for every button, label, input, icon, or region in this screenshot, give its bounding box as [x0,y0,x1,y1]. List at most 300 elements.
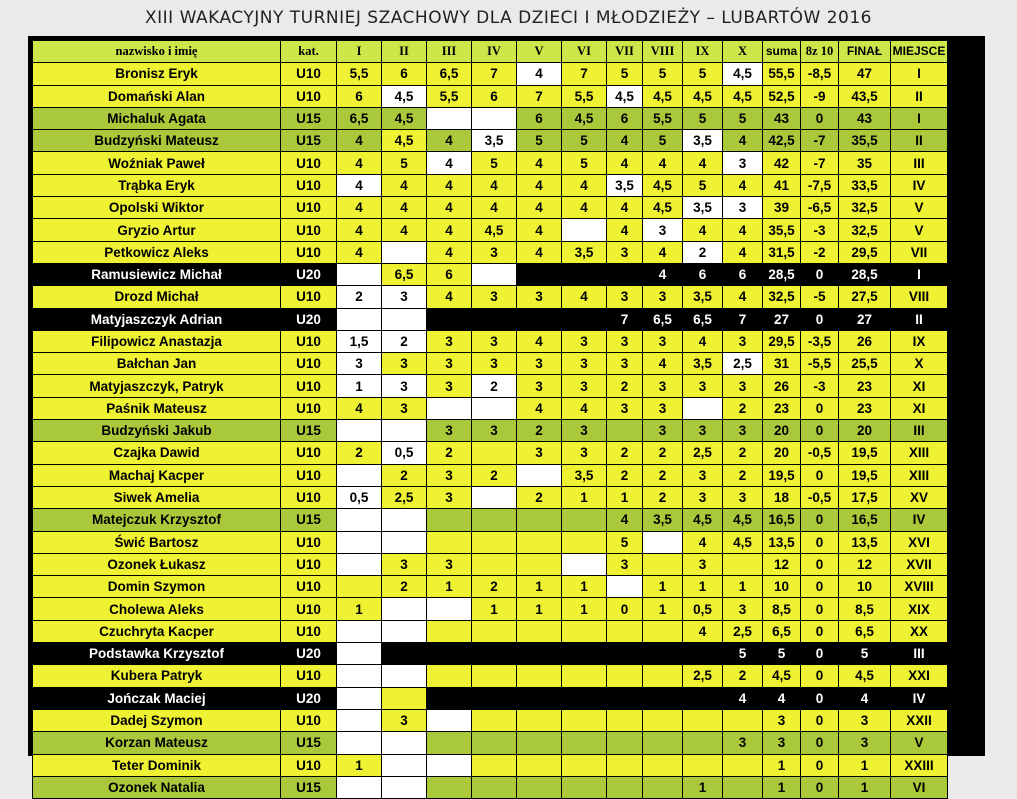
round-10-score: 3 [723,152,763,174]
round-8-score [643,754,683,776]
round-9-score: 2,5 [683,442,723,464]
round-10-score: 3 [723,486,763,508]
category-cell: U10 [281,598,337,620]
round-10-score [723,776,763,798]
round-6-score: 5,5 [562,85,607,107]
round-1-score [337,576,382,598]
category-cell: U10 [281,375,337,397]
round-10-score: 3 [723,330,763,352]
table-row [33,420,948,442]
round-7-score [607,776,643,798]
final-cell: 27 [839,308,891,330]
adjustment-cell: 0 [801,263,839,285]
category-cell: U10 [281,63,337,85]
round-9-score: 1 [683,776,723,798]
round-4-score: 2 [472,464,517,486]
round-4-score [472,442,517,464]
round-9-score: 2 [683,241,723,263]
final-cell: 3 [839,709,891,731]
player-name: Michaluk Agata [33,107,281,129]
final-cell: 33,5 [839,174,891,196]
place-cell: XXIII [891,754,948,776]
table-row [33,754,948,776]
round-6-score [562,509,607,531]
round-1-score [337,531,382,553]
round-8-score: 1 [643,598,683,620]
sum-cell: 55,5 [763,63,801,85]
round-10-score: 2 [723,665,763,687]
round-7-score [607,732,643,754]
player-name: Cholewa Aleks [33,598,281,620]
category-cell: U20 [281,687,337,709]
round-6-score: 4 [562,197,607,219]
round-6-score [562,643,607,665]
sum-cell: 31 [763,353,801,375]
header-best-8-of-10: 8z 10 [801,41,839,63]
player-name: Bałchan Jan [33,353,281,375]
round-6-score: 3 [562,375,607,397]
round-5-score: 2 [517,420,562,442]
round-1-score: 4 [337,241,382,263]
round-7-score [607,576,643,598]
player-name: Świć Bartosz [33,531,281,553]
round-6-score: 4,5 [562,107,607,129]
round-7-score: 4 [607,130,643,152]
round-2-score: 2 [382,464,427,486]
round-5-score: 4 [517,197,562,219]
table-row [33,174,948,196]
final-cell: 12 [839,553,891,575]
round-4-score: 2 [472,375,517,397]
round-5-score: 3 [517,375,562,397]
round-7-score: 4 [607,152,643,174]
place-cell: VIII [891,286,948,308]
round-3-score: 4 [427,130,472,152]
place-cell: IX [891,330,948,352]
table-row [33,107,948,129]
sum-cell: 35,5 [763,219,801,241]
category-cell: U10 [281,330,337,352]
sum-cell: 42 [763,152,801,174]
player-name: Filipowicz Anastazja [33,330,281,352]
round-9-score: 4 [683,219,723,241]
round-10-score: 4 [723,130,763,152]
round-1-score: 2 [337,286,382,308]
round-5-score: 3 [517,286,562,308]
sum-cell: 20 [763,442,801,464]
round-2-score: 4,5 [382,85,427,107]
final-cell: 10 [839,576,891,598]
final-cell: 1 [839,776,891,798]
table-row [33,152,948,174]
round-8-score [643,665,683,687]
results-body [33,63,948,799]
round-5-score [517,263,562,285]
header-round-7: VII [607,41,643,63]
round-2-score [382,776,427,798]
round-6-score [562,665,607,687]
category-cell: U10 [281,152,337,174]
player-name: Matyjaszczyk Adrian [33,308,281,330]
table-row [33,130,948,152]
round-3-score [427,732,472,754]
player-name: Korzan Mateusz [33,732,281,754]
category-cell: U10 [281,486,337,508]
round-4-score: 3 [472,286,517,308]
round-2-score: 4,5 [382,130,427,152]
round-10-score: 5 [723,107,763,129]
place-cell: XI [891,375,948,397]
place-cell: V [891,732,948,754]
round-3-score: 3 [427,375,472,397]
category-cell: U10 [281,397,337,419]
round-7-score: 3,5 [607,174,643,196]
header-round-3: III [427,41,472,63]
round-3-score: 6,5 [427,63,472,85]
place-cell: XV [891,486,948,508]
round-7-score: 5 [607,63,643,85]
category-cell: U10 [281,174,337,196]
final-cell: 29,5 [839,241,891,263]
round-1-score [337,420,382,442]
round-9-score: 4 [683,531,723,553]
header-round-1: I [337,41,382,63]
round-7-score: 2 [607,464,643,486]
place-cell: XVIII [891,576,948,598]
player-name: Opolski Wiktor [33,197,281,219]
round-1-score: 4 [337,152,382,174]
sum-cell: 3 [763,709,801,731]
adjustment-cell: 0 [801,576,839,598]
round-8-score: 5,5 [643,107,683,129]
table-row [33,219,948,241]
final-cell: 17,5 [839,486,891,508]
round-10-score: 4 [723,174,763,196]
round-5-score [517,531,562,553]
round-4-score [472,687,517,709]
round-10-score: 3 [723,197,763,219]
round-2-score [382,598,427,620]
round-10-score: 4,5 [723,85,763,107]
round-2-score: 3 [382,709,427,731]
round-8-score: 6,5 [643,308,683,330]
category-cell: U10 [281,553,337,575]
sum-cell: 29,5 [763,330,801,352]
player-name: Ramusiewicz Michał [33,263,281,285]
round-4-score [472,107,517,129]
final-cell: 35 [839,152,891,174]
adjustment-cell: 0 [801,553,839,575]
round-4-score: 3 [472,420,517,442]
round-4-score [472,754,517,776]
round-7-score: 3 [607,286,643,308]
round-9-score: 4 [683,330,723,352]
round-1-score: 3 [337,353,382,375]
place-cell: II [891,130,948,152]
round-2-score: 4 [382,174,427,196]
round-8-score: 4,5 [643,174,683,196]
round-3-score: 2 [427,442,472,464]
category-cell: U10 [281,665,337,687]
round-8-score [643,709,683,731]
round-10-score: 1 [723,576,763,598]
place-cell: V [891,219,948,241]
round-5-score: 4 [517,63,562,85]
round-5-score: 7 [517,85,562,107]
adjustment-cell: 0 [801,687,839,709]
final-cell: 3 [839,732,891,754]
adjustment-cell: -0,5 [801,486,839,508]
round-3-score [427,531,472,553]
place-cell: VI [891,776,948,798]
final-cell: 19,5 [839,442,891,464]
round-9-score: 2,5 [683,665,723,687]
round-8-score [643,732,683,754]
round-2-score: 3 [382,286,427,308]
table-row [33,464,948,486]
round-10-score: 2,5 [723,353,763,375]
player-name: Trąbka Eryk [33,174,281,196]
final-cell: 4 [839,687,891,709]
table-row [33,330,948,352]
category-cell: U10 [281,620,337,642]
round-10-score: 2 [723,442,763,464]
category-cell: U10 [281,286,337,308]
round-7-score: 4 [607,219,643,241]
round-3-score [427,754,472,776]
header-round-10: X [723,41,763,63]
round-5-score [517,665,562,687]
round-1-score [337,509,382,531]
round-4-score [472,531,517,553]
round-1-score [337,643,382,665]
round-2-score [382,509,427,531]
round-4-score [472,709,517,731]
round-3-score: 3 [427,330,472,352]
final-cell: 25,5 [839,353,891,375]
round-8-score: 2 [643,464,683,486]
final-cell: 16,5 [839,509,891,531]
header-round-8: VIII [643,41,683,63]
round-9-score: 4 [683,152,723,174]
round-9-score: 3 [683,464,723,486]
header-place: MIEJSCE [891,41,948,63]
round-6-score: 1 [562,598,607,620]
place-cell: XVII [891,553,948,575]
round-3-score: 3 [427,353,472,375]
final-cell: 23 [839,375,891,397]
round-9-score [683,643,723,665]
place-cell: II [891,85,948,107]
round-4-score: 6 [472,85,517,107]
round-4-score: 4 [472,197,517,219]
round-6-score: 1 [562,576,607,598]
round-8-score: 5 [643,63,683,85]
round-4-score [472,620,517,642]
player-name: Budzyński Jakub [33,420,281,442]
round-8-score: 5 [643,130,683,152]
place-cell: III [891,420,948,442]
round-5-score: 4 [517,330,562,352]
final-cell: 13,5 [839,531,891,553]
round-4-score [472,263,517,285]
round-3-score [427,509,472,531]
results-table-frame [28,36,985,795]
adjustment-cell: 0 [801,776,839,798]
round-1-score: 1 [337,375,382,397]
round-3-score [427,598,472,620]
round-2-score: 4 [382,197,427,219]
round-10-score: 2 [723,464,763,486]
place-cell: IV [891,509,948,531]
final-cell: 32,5 [839,219,891,241]
round-10-score: 4 [723,286,763,308]
round-6-score: 1 [562,486,607,508]
category-cell: U20 [281,308,337,330]
header-round-5: V [517,41,562,63]
round-8-score [643,620,683,642]
round-10-score: 3 [723,732,763,754]
round-4-score: 3 [472,353,517,375]
adjustment-cell: -3 [801,375,839,397]
round-1-score: 1 [337,754,382,776]
round-7-score: 4,5 [607,85,643,107]
adjustment-cell: 0 [801,464,839,486]
round-1-score: 4 [337,130,382,152]
sum-cell: 10 [763,576,801,598]
sum-cell: 23 [763,397,801,419]
player-name: Machaj Kacper [33,464,281,486]
round-2-score: 0,5 [382,442,427,464]
player-name: Ozonek Łukasz [33,553,281,575]
round-10-score: 4,5 [723,509,763,531]
round-7-score [607,420,643,442]
final-cell: 43,5 [839,85,891,107]
final-cell: 35,5 [839,130,891,152]
final-cell: 32,5 [839,197,891,219]
round-9-score: 0,5 [683,598,723,620]
table-row [33,85,948,107]
final-cell: 4,5 [839,665,891,687]
round-1-score: 4 [337,174,382,196]
round-4-score: 3 [472,241,517,263]
round-5-score: 4 [517,219,562,241]
round-6-score: 3 [562,442,607,464]
round-4-score: 7 [472,63,517,85]
final-cell: 43 [839,107,891,129]
round-1-score: 4 [337,219,382,241]
round-3-score: 4 [427,174,472,196]
adjustment-cell: -3,5 [801,330,839,352]
round-10-score: 6 [723,263,763,285]
category-cell: U10 [281,442,337,464]
round-10-score: 4,5 [723,531,763,553]
round-9-score [683,709,723,731]
round-7-score: 3 [607,330,643,352]
sum-cell: 41 [763,174,801,196]
round-7-score: 3 [607,397,643,419]
player-name: Teter Dominik [33,754,281,776]
header-sum: suma [763,41,801,63]
round-10-score: 5 [723,643,763,665]
round-7-score: 3 [607,241,643,263]
place-cell: III [891,643,948,665]
round-10-score: 2 [723,397,763,419]
header-category: kat. [281,41,337,63]
sum-cell: 5 [763,643,801,665]
place-cell: XX [891,620,948,642]
adjustment-cell: 0 [801,665,839,687]
round-3-score: 6 [427,263,472,285]
round-3-score [427,687,472,709]
round-6-score [562,263,607,285]
round-3-score [427,620,472,642]
table-row [33,665,948,687]
round-5-score [517,776,562,798]
player-name: Budzyński Mateusz [33,130,281,152]
round-5-score: 2 [517,486,562,508]
round-9-score: 3 [683,486,723,508]
adjustment-cell: 0 [801,420,839,442]
category-cell: U15 [281,107,337,129]
round-6-score: 3 [562,330,607,352]
round-7-score: 3 [607,553,643,575]
adjustment-cell: 0 [801,509,839,531]
round-3-score: 1 [427,576,472,598]
table-row [33,442,948,464]
round-4-score [472,643,517,665]
round-1-score [337,464,382,486]
round-3-score: 5,5 [427,85,472,107]
round-9-score: 4 [683,620,723,642]
category-cell: U10 [281,709,337,731]
adjustment-cell: -7,5 [801,174,839,196]
round-10-score: 7 [723,308,763,330]
tournament-title: XIII WAKACYJNY TURNIEJ SZACHOWY DLA DZIECI I MŁODZIEŻY – LUBARTÓW 2016 [145,8,872,28]
round-4-score [472,308,517,330]
header-round-2: II [382,41,427,63]
table-row [33,486,948,508]
round-6-score: 3,5 [562,464,607,486]
round-6-score [562,219,607,241]
place-cell: XXII [891,709,948,731]
sum-cell: 52,5 [763,85,801,107]
round-9-score [683,687,723,709]
player-name: Podstawka Krzysztof [33,643,281,665]
round-10-score: 4 [723,687,763,709]
round-7-score [607,687,643,709]
adjustment-cell: 0 [801,620,839,642]
round-10-score [723,709,763,731]
round-2-score: 3 [382,375,427,397]
sum-cell: 18 [763,486,801,508]
round-6-score: 3,5 [562,241,607,263]
table-row [33,776,948,798]
category-cell: U15 [281,732,337,754]
round-2-score: 5 [382,152,427,174]
round-3-score [427,397,472,419]
round-3-score [427,643,472,665]
round-8-score [643,643,683,665]
round-2-score [382,687,427,709]
final-cell: 28,5 [839,263,891,285]
place-cell: II [891,308,948,330]
player-name: Petkowicz Aleks [33,241,281,263]
sum-cell: 19,5 [763,464,801,486]
place-cell: XVI [891,531,948,553]
round-6-score [562,531,607,553]
round-2-score [382,754,427,776]
